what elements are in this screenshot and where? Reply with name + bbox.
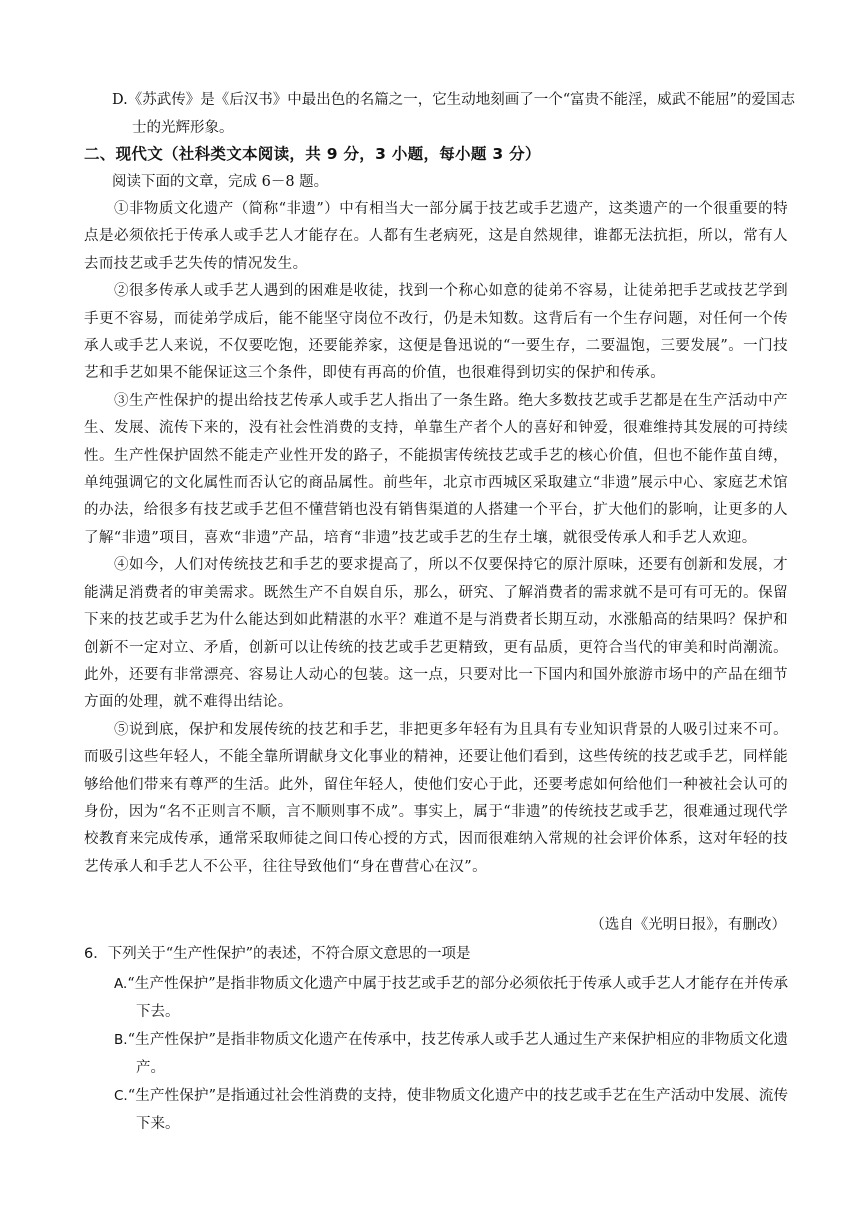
question-option-b[interactable] — [114, 1026, 788, 1082]
option-letter: B. — [114, 1032, 128, 1048]
question-option-a[interactable] — [114, 970, 788, 1026]
question-stem — [84, 940, 788, 968]
article-paragraph-1: ①非物质文化遗产（简称“非遗”）中有相当大一部分属于技艺或手艺遗产，这类遗产的一个很重要的特点是必须依托于传承人或手艺人才能存在。人都有生老病死，这是自然规律，谁都无法抗拒，所以，常有人去而技艺或手艺失传的情况发生。 — [84, 201, 788, 272]
article-paragraph-5: ⑤说到底，保护和发展传统的技艺和手艺，非把更多年轻有为且具有专业知识背景的人吸引过来不可。而吸引这些年轻人，不能全靠所谓献身文化事业的精神，还要让他们看到，这些传统的技艺或手艺，同样能够给他们带来有尊严的生活。此外，留住年轻人，使他们安心于此，还要考虑如何给他们一种被社会认可的身份，因为“名不正则言不顺，言不顺则事不成”。事实上，属于“非遗”的传统技艺或手艺，很难通过现代学校教育来完成传承，通常采取师徒之间口传心授的方式，因而很难纳入常规的社会评价体系，这对年轻的技艺传承人和手艺人不公平，往往导致他们“身在曹营心在汉”。 — [84, 721, 788, 875]
article-paragraph-4: ④如今，人们对传统技艺和手艺的要求提高了，所以不仅要保持它的原汁原味，还要有创新和发展，才能满足消费者的审美需求。既然生产不自娱自乐，那么，研究、了解消费者的需求就不是可有可无的。保留下来的技艺或手艺为什么能达到如此精湛的水平？难道不是与消费者长期互动，水涨船高的结果吗？保护和创新不一定对立、矛盾，创新可以让传统的技艺或手艺更精致，更有品质，更符合当代的审美和时尚潮流。此外，还要有非常漂亮、容易让人动心的包装。这一点，只要对比一下国内和国外旅游市场中的产品在细节方面的处理，就不难得出结论。 — [84, 557, 788, 711]
reading-article — [84, 196, 788, 881]
question-text: 下列关于“生产性保护”的表述，不符合原文意思的一项是 — [107, 946, 471, 962]
option-text: 《苏武传》是《后汉书》中最出色的名篇之一，它生动地刻画了一个“富贵不能淫，威武不能屈”的爱国志士的光辉形象。 — [127, 92, 796, 136]
previous-question-option-d — [112, 86, 808, 142]
option-text: “生产性保护”是指非物质文化遗产中属于技艺或手艺的部分必须依托于传承人或手艺人才能存在并传承下去。 — [127, 976, 788, 1020]
option-letter: D. — [112, 92, 128, 108]
option-text: “生产性保护”是指通过社会性消费的支持，使非物质文化遗产中的技艺或手艺在生产活动中发展、流传下来。 — [127, 1088, 788, 1132]
section-title: 二、现代文（社科类文本阅读，共 9 分，3 小题，每小题 3 分） — [84, 145, 541, 163]
section-intro: 阅读下面的文章，完成 6－8 题。 — [112, 174, 329, 190]
question-number: 6． — [84, 946, 108, 962]
question-6 — [84, 940, 788, 1138]
article-paragraph-2: ②很多传承人或手艺人遇到的困难是收徒，找到一个称心如意的徒弟不容易，让徒弟把手艺或技艺学到手更不容易，而徒弟学成后，能不能坚守岗位不改行，仍是未知数。这背后有一个生存问题，对任何一个传承人或手艺人来说，不仅要吃饱，还要能养家，这便是鲁迅说的“一要生存，二要温饱，三要发展”。一门技艺和手艺如果不能保证这三个条件，即使有再高的价值，也很难得到切实的保护和传承。 — [84, 283, 788, 382]
article-source: （选自《光明日报》，有删改） — [590, 917, 786, 933]
article-paragraph-3: ③生产性保护的提出给技艺传承人或手艺人指出了一条生路。绝大多数技艺或手艺都是在生产活动中产生、发展、流传下来的，没有社会性消费的支持，单靠生产者个人的喜好和钟爱，很难维持其发展的可持续性。生产性保护固然不能走产业性开发的路子，不能损害传统技艺或手艺的核心价值，但也不能作茧自缚，单纯强调它的文化属性而否认它的商品属性。前些年，北京市西城区采取建立“非遗”展示中心、家庭艺术馆的办法，给很多有技艺或手艺但不懂营销也没有销售渠道的人搭建一个平台，扩大他们的影响，让更多的人了解“非遗”项目，喜欢“非遗”产品，培育“非遗”技艺或手艺的生存土壤，就很受传承人和手艺人欢迎。 — [84, 392, 788, 546]
option-text: “生产性保护”是指非物质文化遗产在传承中，技艺传承人或手艺人通过生产来保护相应的非物质文化遗产。 — [127, 1032, 788, 1076]
option-letter: A. — [114, 976, 128, 992]
question-option-c[interactable] — [114, 1082, 788, 1138]
option-letter: C. — [114, 1088, 128, 1104]
